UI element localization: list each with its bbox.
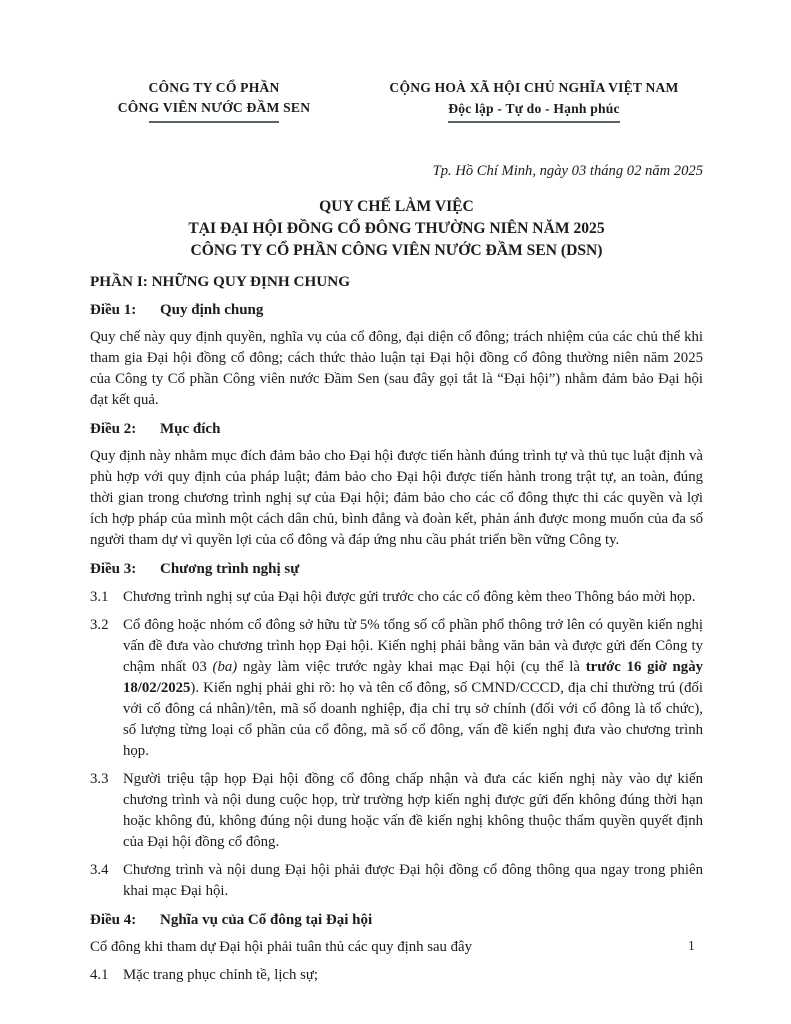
clause-3-1 (90, 587, 703, 608)
national-motto-line (365, 99, 703, 123)
article-1-heading (90, 300, 703, 321)
clause-4-1-number: 4.1 (90, 967, 109, 983)
article-2-heading (90, 419, 703, 440)
document-content (90, 78, 703, 986)
article-2-label: Điều 2: (90, 421, 137, 437)
dateline: Tp. Hồ Chí Minh, ngày 03 tháng 02 năm 2025 (432, 163, 703, 179)
article-4-intro: Cổ đông khi tham dự Đại hội phải tuân thủ các quy định sau đây (90, 939, 472, 955)
clause-4-1-text: Mặc trang phục chỉnh tề, lịch sự; (123, 967, 318, 983)
article-4-title: Nghĩa vụ của Cổ đông tại Đại hội (160, 912, 373, 928)
clause-3-3-text: Người triệu tập họp Đại hội đồng cổ đông chấp nhận và đưa các kiến nghị này vào dự kiến chương trình và nội dung cuộc họp, trừ trường hợp kiến nghị được gửi đến không đúng thời hạn hoặc không đủ, không đúng nội dung hoặc vấn đề kiến nghị không thuộc thẩm quyền quyết định của Đại hội đồng cổ đông. (123, 771, 703, 850)
article-2-title: Mục đích (160, 421, 221, 437)
clause-3-2-text: Cổ đông hoặc nhóm cổ đông sở hữu từ 5% tổng số cổ phần phổ thông trở lên có quyền kiến nghị vấn đề đưa vào chương trình họp Đại hội. Kiến nghị phải bằng văn bản và được gửi đến Công ty chậm nhất 03 (ba) ngày làm việc trước ngày khai mạc Đại hội (cụ thể là trước 16 giờ ngày 18/02/2025). Kiến nghị phải ghi rõ: họ và tên cổ đông, số CMND/CCCD, địa chỉ thường trú (đối với cổ đông cá nhân)/tên, mã số doanh nghiệp, địa chỉ trụ sở chính (đối với cổ đông là tổ chức), số lượng từng loại cổ phần của cổ đông, mã số cổ đông, vấn đề kiến nghị đưa vào chương trình họp. (123, 617, 703, 759)
article-1-title: Quy định chung (160, 302, 264, 318)
part-1-heading: PHẦN I: NHỮNG QUY ĐỊNH CHUNG (90, 273, 351, 290)
document-title-line2: TẠI ĐẠI HỘI ĐỒNG CỔ ĐÔNG THƯỜNG NIÊN NĂM 2025 (188, 220, 605, 237)
clause-3-1-number: 3.1 (90, 589, 109, 605)
document-title (90, 196, 703, 262)
clause-3-4-text: Chương trình và nội dung Đại hội phải được Đại hội đồng cổ đông thông qua ngay trong phiên khai mạc Đại hội. (123, 862, 703, 899)
national-motto: Độc lập - Tự do - Hạnh phúc (448, 99, 620, 123)
article-4-label: Điều 4: (90, 912, 137, 928)
article-1-label: Điều 1: (90, 302, 137, 318)
company-underline-rule (149, 121, 279, 123)
document-title-line3: CÔNG TY CỔ PHẦN CÔNG VIÊN NƯỚC ĐẦM SEN (DSN) (190, 242, 603, 259)
company-name-line1: CÔNG TY CỔ PHẦN (148, 80, 280, 95)
clause-3-1-text: Chương trình nghị sự của Đại hội được gửi trước cho các cổ đông kèm theo Thông báo mời họp. (123, 589, 696, 605)
company-name-line2: CÔNG VIÊN NƯỚC ĐẦM SEN (117, 100, 311, 115)
article-3-label: Điều 3: (90, 561, 137, 577)
document-header (90, 78, 703, 123)
national-motto-block (365, 78, 703, 123)
company-block (90, 78, 338, 123)
page-number: 1 (688, 938, 695, 953)
clause-3-4-number: 3.4 (90, 862, 109, 878)
national-title: CỘNG HOÀ XÃ HỘI CHỦ NGHĨA VIỆT NAM (389, 80, 679, 95)
clause-3-4 (90, 860, 703, 902)
clause-3-3 (90, 769, 703, 853)
document-title-line1: QUY CHẾ LÀM VIỆC (319, 198, 474, 215)
clause-3-3-number: 3.3 (90, 771, 109, 787)
clause-3-2-number: 3.2 (90, 617, 109, 633)
article-3-title: Chương trình nghị sự (160, 561, 300, 577)
clause-3-2 (90, 615, 703, 762)
clause-4-1 (90, 965, 703, 986)
article-1-body: Quy chế này quy định quyền, nghĩa vụ của cổ đông, đại diện cổ đông; trách nhiệm của các chủ thể khi tham gia Đại hội đồng cổ đông; cách thức thảo luận tại Đại hội đồng cổ đông thường niên năm 2025 của Công ty Cổ phần Công viên nước Đầm Sen (sau đây gọi tắt là “Đại hội”) nhằm đảm bảo Đại hội đạt kết quả. (90, 329, 703, 408)
article-4-heading (90, 910, 703, 931)
article-3-heading (90, 559, 703, 580)
article-2-body: Quy định này nhằm mục đích đảm bảo cho Đại hội được tiến hành đúng trình tự và thủ tục luật định và phù hợp với quy định của pháp luật; đảm bảo cho Đại hội được tiến hành trong trật tự, an toàn, đúng thời gian trong chương trình nghị sự của Đại hội; đảm bảo cho các cổ đông thực thi các quyền và lợi ích hợp pháp của mình một cách dân chủ, bình đẳng và đoàn kết, phản ánh được mong muốn của đa số người tham dự vì quyền lợi của cổ đông và đáp ứng nhu cầu phát triển bền vững Công ty. (90, 448, 703, 548)
